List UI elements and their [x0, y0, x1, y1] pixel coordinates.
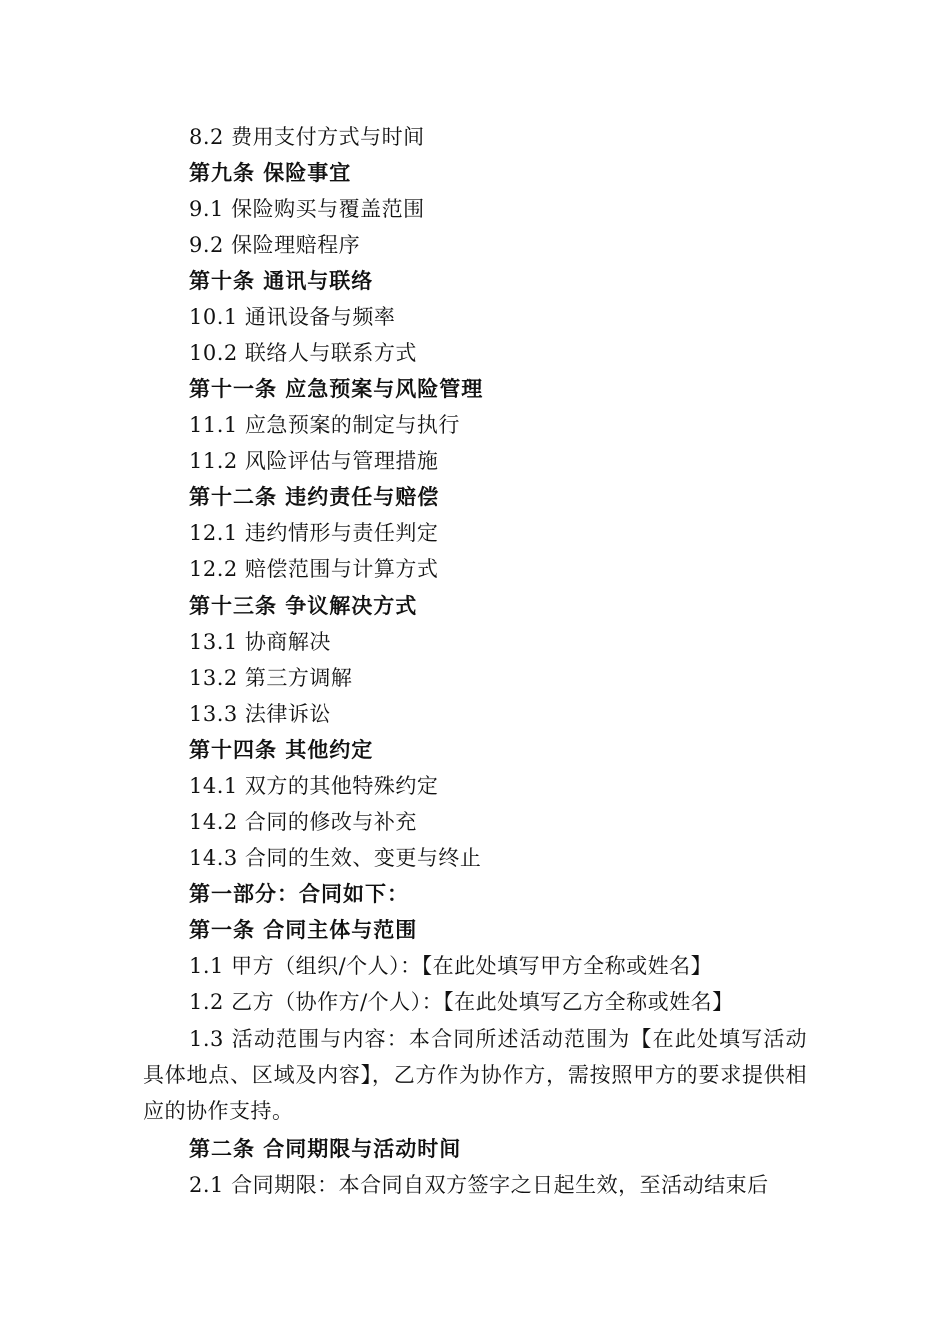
article-2-heading: 第二条 合同期限与活动时间 [189, 1137, 462, 1161]
clause-2-1-paragraph: 2.1 合同期限：本合同自双方签字之日起生效，至活动结束后 [189, 1173, 769, 1197]
clause-item: 1.1 甲方（组织/个人）：【在此处填写甲方全称或姓名】 [189, 953, 713, 978]
clause-item: 1.2 乙方（协作方/个人）：【在此处填写乙方全称或姓名】 [189, 989, 734, 1014]
clause-item: 14.3 合同的生效、变更与终止 [189, 845, 482, 870]
section-heading: 第九条 保险事宜 [189, 161, 352, 186]
clause-item: 9.2 保险理赔程序 [189, 233, 361, 258]
section-heading: 第十条 通讯与联络 [189, 269, 374, 294]
clause-item: 13.1 协商解决 [189, 629, 331, 654]
clause-item: 12.2 赔偿范围与计算方式 [189, 557, 439, 582]
clause-item: 11.1 应急预案的制定与执行 [189, 413, 460, 438]
clause-item: 12.1 违约情形与责任判定 [189, 521, 439, 546]
clause-1-3-paragraph: 1.3 活动范围与内容：本合同所述活动范围为【在此处填写活动具体地点、区域及内容】，乙方作为协作方，需按照甲方的要求提供相应的协作支持。 [143, 1027, 807, 1123]
section-heading: 第一部分：合同如下： [189, 881, 409, 906]
clause-item: 13.2 第三方调解 [189, 665, 353, 690]
clause-item: 14.2 合同的修改与补充 [189, 809, 417, 834]
section-heading: 第十二条 违约责任与赔偿 [189, 485, 440, 510]
section-heading: 第十一条 应急预案与风险管理 [189, 377, 484, 402]
section-heading: 第十三条 争议解决方式 [189, 593, 418, 618]
clause-item: 8.2 费用支付方式与时间 [189, 125, 425, 149]
clause-item: 14.1 双方的其他特殊约定 [189, 773, 439, 798]
clause-item: 10.2 联络人与联系方式 [189, 341, 417, 366]
clause-item: 13.3 法律诉讼 [189, 701, 331, 726]
clause-item: 10.1 通讯设备与频率 [189, 305, 396, 330]
section-heading: 第十四条 其他约定 [189, 737, 374, 762]
section-heading: 第一条 合同主体与范围 [189, 917, 418, 942]
clause-item: 11.2 风险评估与管理措施 [189, 449, 439, 474]
clause-item: 9.1 保险购买与覆盖范围 [189, 197, 425, 222]
